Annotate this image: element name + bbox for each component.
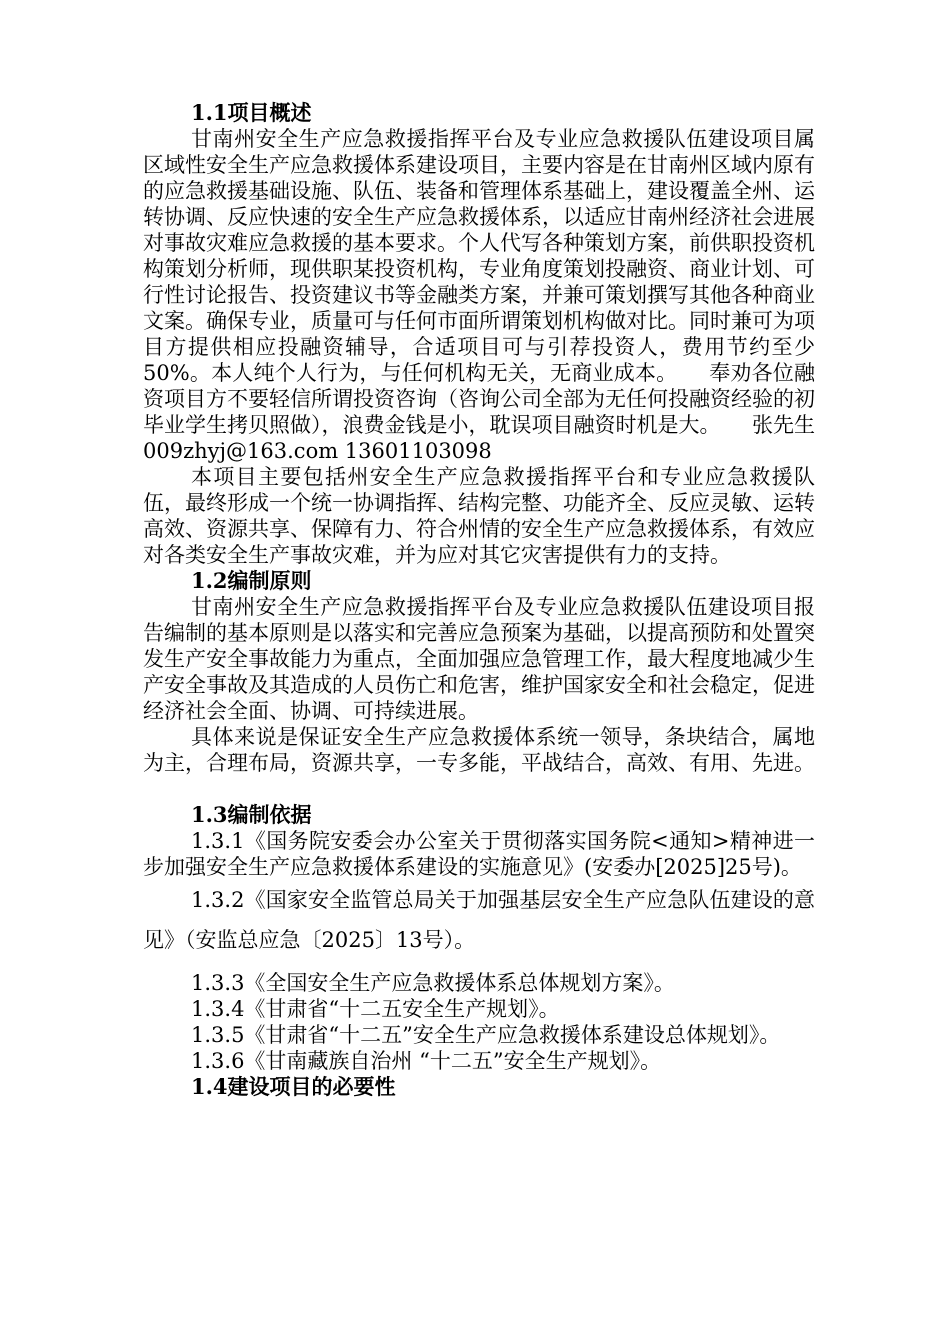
document-body xyxy=(143,100,815,1100)
paragraph-project-overview: 甘南州安全生产应急救援指挥平台及专业应急救援队伍建设项目属区域性安全生产应急救援体系建设项目，主要内容是在甘南州区域内原有的应急救援基础设施、队伍、装备和管理体系基础上，建设覆盖全州、运转协调、反应快速的安全生产应急救援体系，以适应甘南州经济社会进展对事故灾难应急救援的基本要求。个人代写各种策划方案，前供职投资机构策划分析师，现供职某投资机构，专业角度策划投融资、商业计划、可行性讨论报告、投资建议书等金融类方案，并兼可策划撰写其他各种商业文案。确保专业，质量可与任何市面所谓策划机构做对比。同时兼可为项目方提供相应投融资辅导，合适项目可与引荐投资人，费用节约至少50%。本人纯个人行为，与任何机构无关，无商业成本。 奉劝各位融资项目方不要轻信所谓投资咨询（咨询公司全部为无任何投融资经验的初毕业学生拷贝照做），浪费金钱是小，耽误项目融资时机是大。 张先生 009zhyj@163.com 13601103098 xyxy=(143,127,815,463)
basis-item-4: 1.3.4《甘肃省“十二五安全生产规划》。 xyxy=(191,997,560,1021)
section-heading-1-3: 1.3编制依据 xyxy=(191,802,312,827)
section-heading-1-4: 1.4建设项目的必要性 xyxy=(191,1074,396,1099)
basis-item-1: 1.3.1《国务院安委会办公室关于贯彻落实国务院<通知>精神进一步加强安全生产应急救援体系建设的实施意见》(安委办[2025]25号)。 xyxy=(143,829,815,879)
spacer xyxy=(143,960,815,970)
paragraph-principles-detail: 具体来说是保证安全生产应急救援体系统一领导，条块结合，属地为主，合理布局，资源共享，一专多能，平战结合，高效、有用、先进。 xyxy=(143,725,815,775)
basis-item-2: 1.3.2《国家安全监管总局关于加强基层安全生产应急队伍建设的意见》（安监总应急〔2025〕13号）。 xyxy=(143,888,815,952)
paragraph-principles: 甘南州安全生产应急救援指挥平台及专业应急救援队伍建设项目报告编制的基本原则是以落实和完善应急预案为基础，以提高预防和处置突发生产安全事故能力为重点，全面加强应急管理工作，最大程度地减少生产安全事故及其造成的人员伤亡和危害，维护国家安全和社会稳定，促进经济社会全面、协调、可持续进展。 xyxy=(143,595,815,723)
section-heading-1-2: 1.2编制原则 xyxy=(191,568,312,593)
paragraph-project-scope: 本项目主要包括州安全生产应急救援指挥平台和专业应急救援队伍，最终形成一个统一协调指挥、结构完整、功能齐全、反应灵敏、运转高效、资源共享、保障有力、符合州情的安全生产应急救援体系，有效应对各类安全生产事故灾难，并为应对其它灾害提供有力的支持。 xyxy=(143,465,815,567)
section-heading-1-1: 1.1项目概述 xyxy=(191,100,312,125)
spacer xyxy=(143,776,815,802)
basis-item-6: 1.3.6《甘南藏族自治州 “十二五”安全生产规划》。 xyxy=(191,1049,662,1073)
basis-item-3: 1.3.3《全国安全生产应急救援体系总体规划方案》。 xyxy=(191,971,675,995)
basis-item-5: 1.3.5《甘肃省“十二五”安全生产应急救援体系建设总体规划》。 xyxy=(191,1023,781,1047)
